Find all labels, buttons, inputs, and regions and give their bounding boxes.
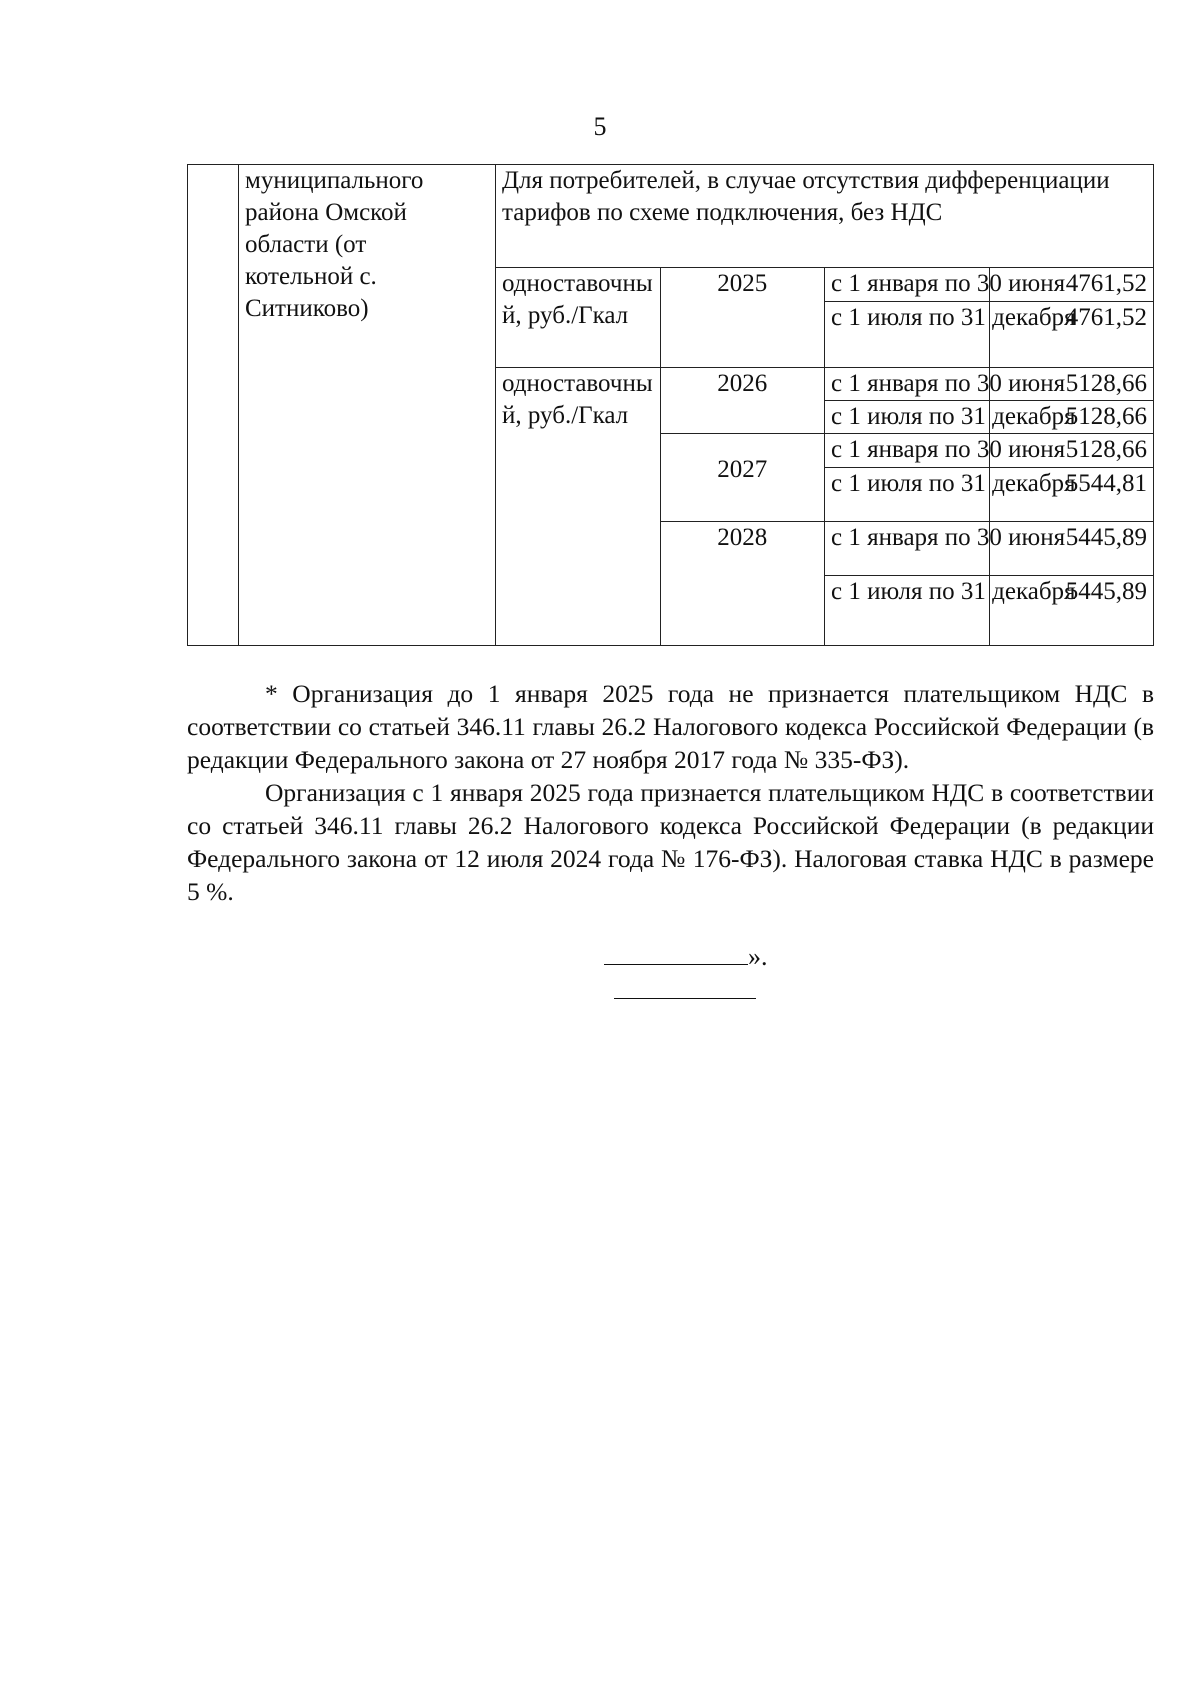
year-cell: 2026 [660, 368, 825, 434]
tariff-table [187, 164, 1154, 646]
page-number: 5 [593, 112, 607, 141]
tariff-value-cell: 4761,52 [989, 268, 1154, 302]
territory-cell: муниципального района Омской области (от котельной с. Ситниково) [239, 165, 496, 646]
footnote-paragraph: Организация с 1 января 2025 года признается плательщиком НДС в соответствии со статьей 346.11 главы 26.2 Налогового кодекса Российской Федерации (в редакции Федерального закона от 12 июля 2024 года № 176-ФЗ). Налоговая ставка НДС в размере 5 %. [187, 778, 1154, 906]
rate-type-cell: одноставочный, руб./Гкал [496, 268, 661, 368]
blank-line [604, 938, 748, 965]
period-cell: с 1 января по 30 июня [825, 522, 990, 576]
tariff-value-cell: 5544,81 [989, 468, 1154, 522]
consumer-header-cell: Для потребителей, в случае отсутствия дифференциации тарифов по схеме подключения, без НДС [496, 165, 1154, 268]
tariff-value-cell: 5445,89 [989, 576, 1154, 646]
period-cell: с 1 июля по 31 декабря [825, 302, 990, 368]
end-divider [614, 998, 756, 999]
period-cell: с 1 июля по 31 декабря [825, 576, 990, 646]
year-cell: 2027 [660, 434, 825, 522]
tariff-value-cell: 4761,52 [989, 302, 1154, 368]
closing-mark [604, 938, 768, 972]
row-number-cell [188, 165, 239, 646]
period-cell: с 1 июля по 31 декабря [825, 401, 990, 434]
year-cell: 2028 [660, 522, 825, 646]
period-cell: с 1 января по 30 июня [825, 268, 990, 302]
closing-quote: ». [748, 942, 768, 971]
tariff-value-cell: 5445,89 [989, 522, 1154, 576]
tariff-value-cell: 5128,66 [989, 401, 1154, 434]
footnote-paragraph: * Организация до 1 января 2025 года не признается плательщиком НДС в соответствии со статьей 346.11 главы 26.2 Налогового кодекса Российской Федерации (в редакции Федерального закона от 27 ноября 2017 года № 335-ФЗ). [187, 679, 1154, 774]
tariff-value-cell: 5128,66 [989, 434, 1154, 468]
table-row [188, 165, 1154, 268]
year-cell: 2025 [660, 268, 825, 368]
period-cell: с 1 января по 30 июня [825, 368, 990, 401]
period-cell: с 1 января по 30 июня [825, 434, 990, 468]
tariff-value-cell: 5128,66 [989, 368, 1154, 401]
rate-type-cell: одноставочный, руб./Гкал [496, 368, 661, 646]
footnotes [187, 677, 1154, 908]
period-cell: с 1 июля по 31 декабря [825, 468, 990, 522]
